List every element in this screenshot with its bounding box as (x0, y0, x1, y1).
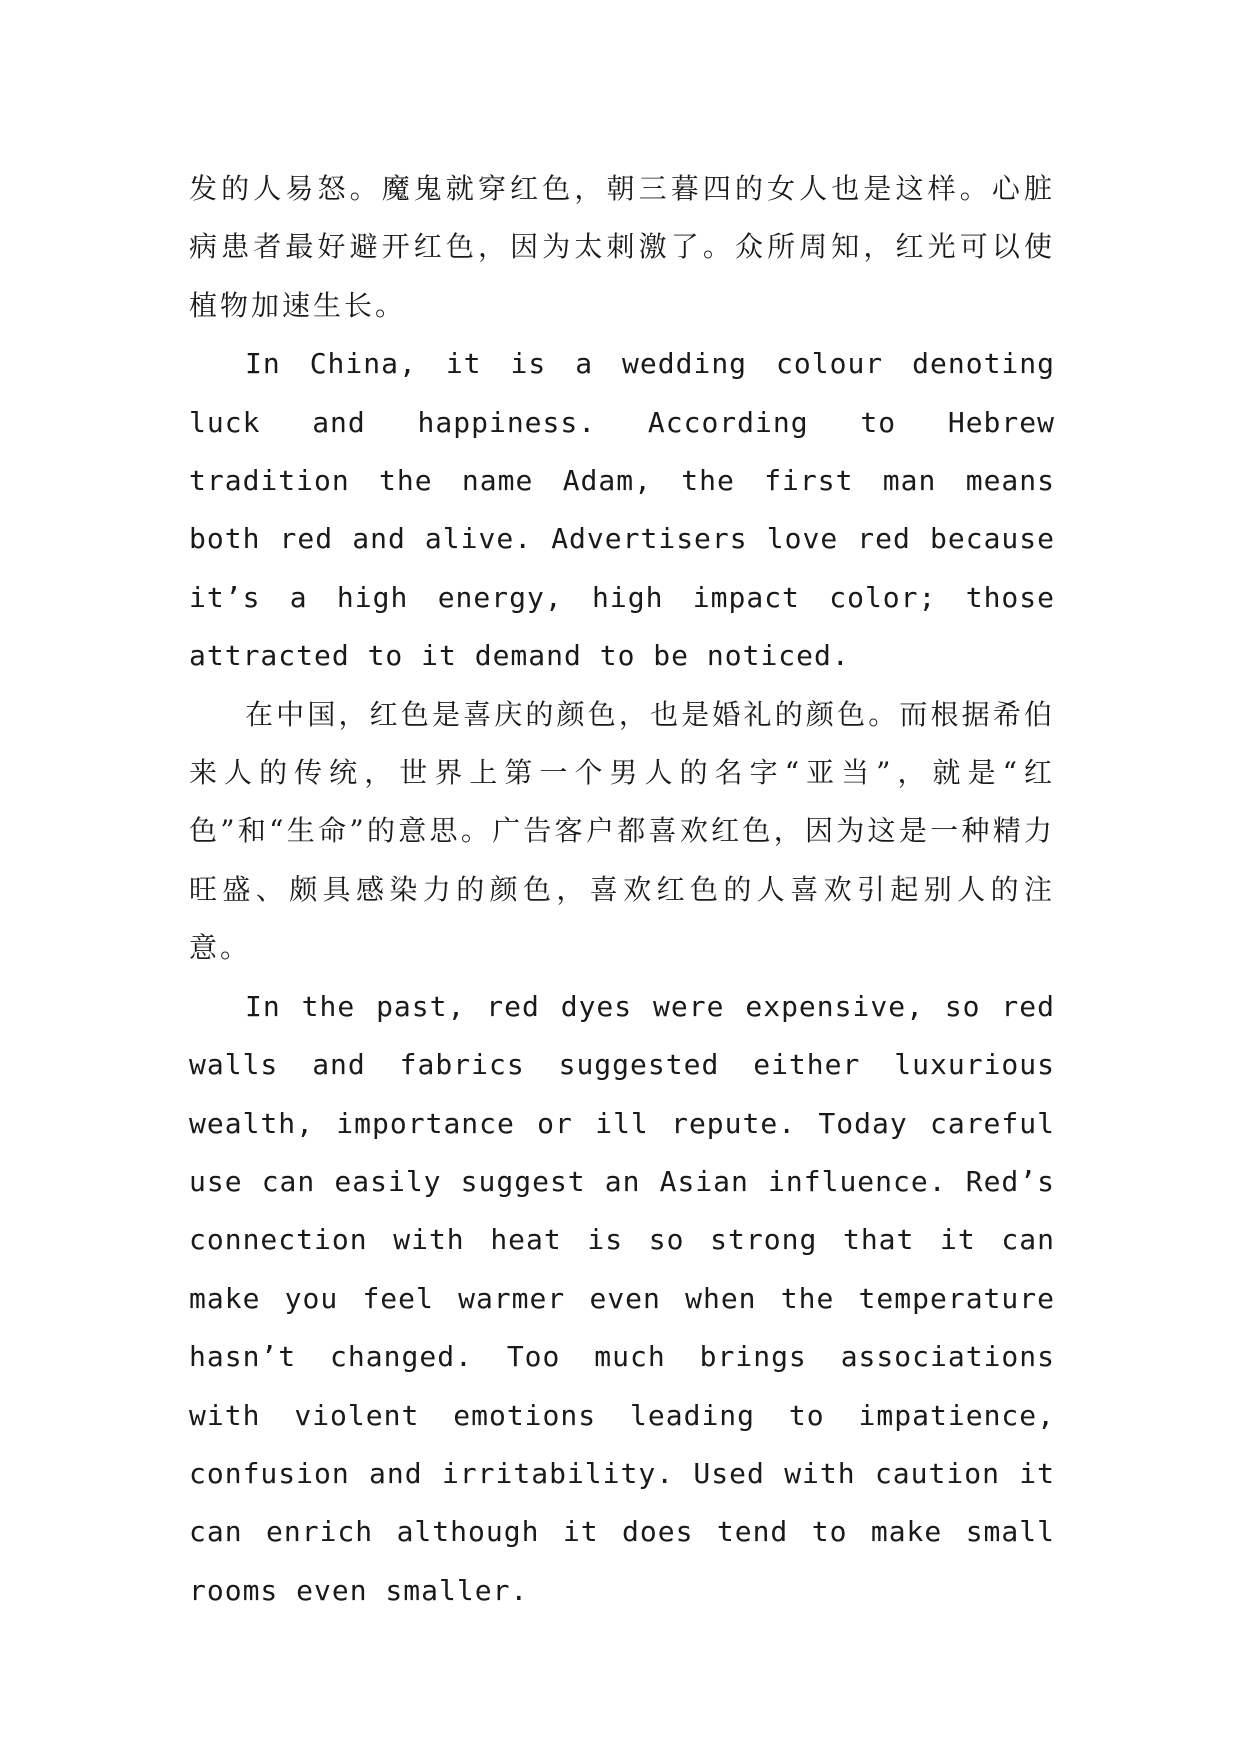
paragraph-en-2: In the past, red dyes were expensive, so red walls and fabrics suggested either luxurious wealth, importance or ill repute. Today careful use can easily suggest an Asian influence. Red’s connection with heat is so strong that it can make you feel warmer even when the temperature hasn’t changed. Too much brings associations with violent emotions leading to impatience, confusion and irritability. Used with caution it can enrich although it does tend to make small rooms even smaller. (189, 989, 1055, 1607)
paragraph-zh-1: 发的人易怒。魔鬼就穿红色，朝三暮四的女人也是这样。心脏病患者最好避开红色，因为太刺激了。众所周知，红光可以使植物加速生长。 (189, 172, 1055, 322)
paragraph-en-1: In China, it is a wedding colour denoting luck and happiness. According to Hebrew tradition the name Adam, the first man means both red and alive. Advertisers love red because it’s a high energy, high impact color; those attracted to it demand to be noticed. (189, 347, 1055, 673)
paragraph-zh-2: 在中国，红色是喜庆的颜色，也是婚礼的颜色。而根据希伯来人的传统，世界上第一个男人的名字“亚当”，就是“红色”和“生命”的意思。广告客户都喜欢红色，因为这是一种精力旺盛、颇具感染力的颜色，喜欢红色的人喜欢引起别人的注意。 (189, 697, 1055, 965)
body-text (189, 160, 1055, 1620)
